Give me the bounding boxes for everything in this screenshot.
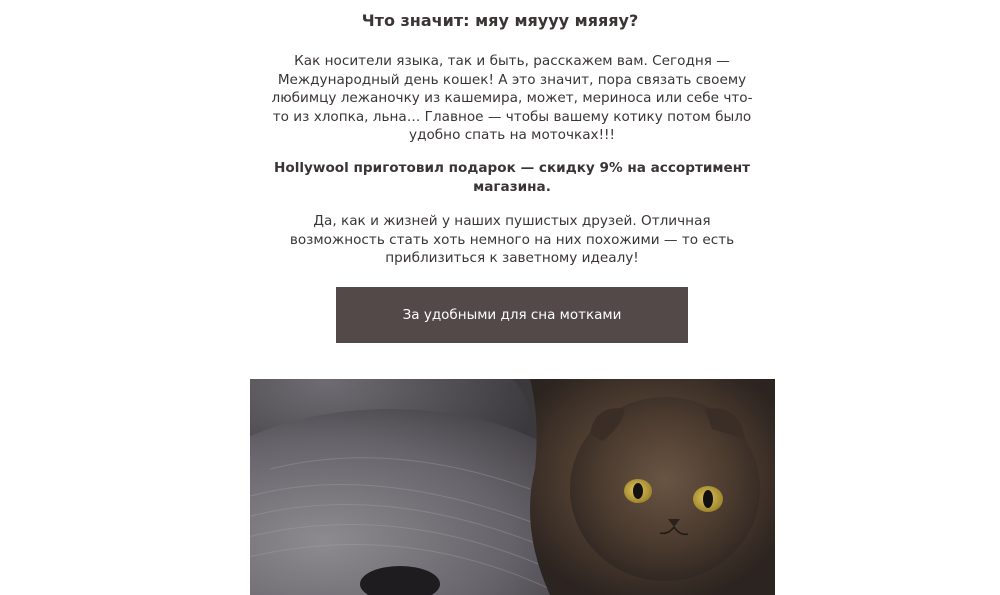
discount-paragraph: Hollywool приготовил подарок — скидку 9% на ассортимент магазина. bbox=[274, 160, 750, 195]
cat-yarn-photo bbox=[250, 379, 775, 595]
closing-paragraph: Да, как и жизней у наших пушистых друзей. Отличная возможность стать хоть немного на них похожими — то есть приблизиться к заветному идеалу! bbox=[289, 213, 735, 266]
email-heading: Что значит: мяу мяууу мяяяу? bbox=[361, 11, 639, 30]
shop-yarn-button[interactable]: За удобными для сна мотками bbox=[336, 287, 688, 343]
intro-paragraph: Как носители языка, так и быть, расскажем вам. Сегодня — Международный день кошек! А это значит, пора связать своему любимцу лежаночку из кашемира, может, мериноса или себе что-то из хлопка, льна… Главное — чтобы вашему котику потом было удобно спать на моточках!!! bbox=[271, 53, 753, 143]
cat-yarn-illustration bbox=[250, 379, 775, 595]
